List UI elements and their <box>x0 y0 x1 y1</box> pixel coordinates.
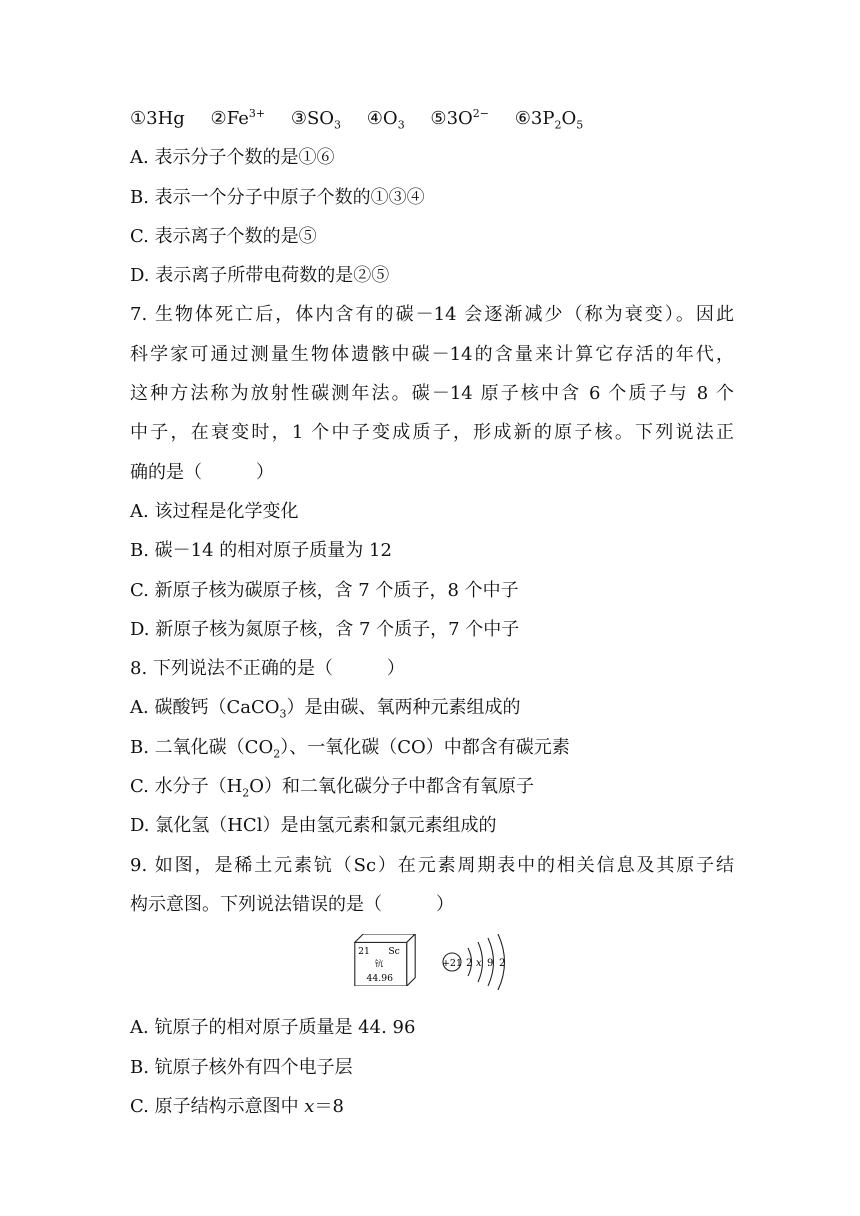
q8-option-d: D. 氯化氢（HCl）是由氢元素和氯元素组成的 <box>130 815 497 837</box>
q9-figure <box>130 924 734 1008</box>
atomic-number: 21 <box>358 946 370 958</box>
q9-option-c: C. 原子结构示意图中 x＝8 <box>130 1095 344 1117</box>
q6-formula-list <box>130 99 734 138</box>
formula-5: $⑤3O^{2-}$ <box>430 107 489 129</box>
formula-3: $③SO_3$ <box>290 108 342 132</box>
shell-2-electrons: x <box>476 958 482 970</box>
shell-3-electrons: 9 <box>487 958 494 970</box>
q9-stem-line-2: 构示意图。下列说法错误的是（ ） <box>130 893 454 915</box>
shell-1-electrons: 2 <box>466 958 473 970</box>
q9-stem-line-1: 9. 如图，是稀土元素钪（Sc）在元素周期表中的相关信息及其原子结 <box>130 854 734 876</box>
nucleus-charge: +21 <box>442 958 463 970</box>
q6-option-a: A. 表示分子个数的是①⑥ <box>130 147 335 169</box>
q8-option-a: A. 碳酸钙（CaCO$_3$）是由碳、氧两种元素组成的 <box>130 697 521 722</box>
q9-option-b: B. 钪原子核外有四个电子层 <box>130 1056 353 1078</box>
q7-stem-line-5: 确的是（ ） <box>130 461 274 483</box>
q7-option-d: D. 新原子核为氮原子核，含 7 个质子，7 个中子 <box>130 618 520 640</box>
q8-stem: 8. 下列说法不正确的是（ ） <box>130 658 405 680</box>
formula-6: $⑥3P_2O_5$ <box>514 108 584 132</box>
q6-option-b: B. 表示一个分子中原子个数的①③④ <box>130 186 425 208</box>
document-page <box>130 99 734 1126</box>
formula-4: $④O_3$ <box>366 108 405 132</box>
q7-stem-line-4: 中子，在衰变时，1 个中子变成质子，形成新的原子核。下列说法正 <box>130 422 734 444</box>
element-name: 钪 <box>374 958 384 969</box>
formula-1: ①3Hg <box>130 108 185 129</box>
q7-option-a: A. 该过程是化学变化 <box>130 500 299 522</box>
q9-option-a: A. 钪原子的相对原子质量是 44. 96 <box>130 1017 416 1039</box>
q8-option-b: B. 二氧化碳$(CO_2)$、一氧化碳（CO）中都含有碳元素 <box>130 736 570 761</box>
q7-stem-line-2: 科学家可通过测量生物体遗骸中碳－14的含量来计算它存活的年代， <box>130 343 734 365</box>
atomic-mass: 44.96 <box>366 973 393 985</box>
formula-2: $②Fe^{3+}$ <box>210 107 266 129</box>
atomic-structure-diagram <box>442 934 512 990</box>
shell-4-electrons: 2 <box>499 958 506 970</box>
q7-stem-line-1: 7. 生物体死亡后，体内含有的碳－14 会逐渐减少（称为衰变）。因此 <box>130 304 734 326</box>
q7-option-c: C. 新原子核为碳原子核，含 7 个质子，8 个中子 <box>130 579 519 601</box>
q6-option-d: D. 表示离子所带电荷数的是②⑤ <box>130 265 390 287</box>
q7-option-b: B. 碳－14 的相对原子质量为 12 <box>130 540 392 562</box>
q6-option-c: C. 表示离子个数的是⑤ <box>130 225 317 247</box>
periodic-table-cell <box>354 934 416 986</box>
element-symbol: Sc <box>388 946 400 958</box>
q8-option-c: C. 水分子$(H_2O)$和二氧化碳分子中都含有氧原子 <box>130 776 535 800</box>
q7-stem-line-3: 这种方法称为放射性碳测年法。碳－14 原子核中含 6 个质子与 8 个 <box>130 383 734 405</box>
